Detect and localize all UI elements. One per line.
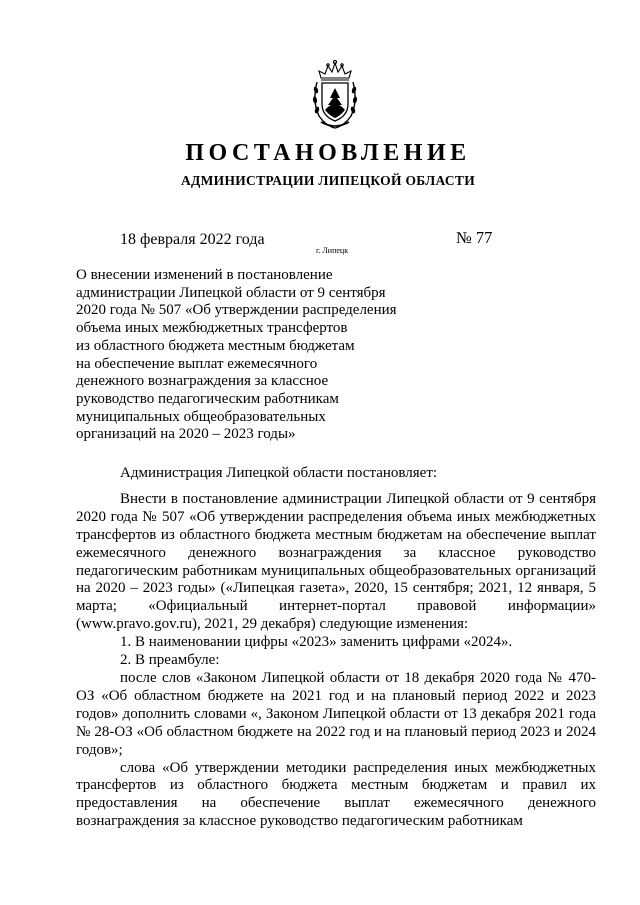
document-title: ПОСТАНОВЛЕНИЕ: [185, 140, 471, 166]
heading-line: 2020 года № 507 «Об утверждении распределения: [76, 302, 397, 319]
heading-line: организаций на 2020 – 2023 годы»: [76, 426, 296, 443]
document-heading: [76, 267, 426, 444]
lipetsk-coat-of-arms-icon: [309, 58, 361, 130]
body-paragraph: Внести в постановление администрации Липецкой области от 9 сентября 2020 года № 507 «Об утверждении распределения объема иных межбюджетных трансфертов из областного бюджета местным бюджетам на обеспечение выплат ежемесячного денежного вознаграждения за классное руководство педагогическим работникам муниципальных общеобразовательных организаций на 2020 – 2023 годы» («Липецкая газета», 2020, 15 сентября; 2021, 12 января, 5 марта; «Официальный интернет-портал правовой информации» (www.pravo.gov.ru), 2021, 29 декабря) следующие изменения:: [76, 490, 596, 633]
heading-line: руководство педагогическим работникам: [76, 390, 339, 407]
body-intro: Администрация Липецкой области постановляет:: [120, 465, 438, 481]
body-paragraph: 1. В наименовании цифры «2023» заменить цифрами «2024».: [120, 634, 513, 651]
heading-line: О внесении изменений в постановление: [76, 267, 333, 283]
body-paragraph: слова «Об утверждении методики распределения иных межбюджетных трансфертов из областного бюджета местным бюджетам и правил их предоставления на обеспечение выплат ежемесячного денежного вознаграждения за классное руководство педагогическим работникам: [76, 759, 596, 830]
document-date: 18 февраля 2022 года: [120, 231, 265, 248]
heading-line: объема иных межбюджетных трансфертов: [76, 320, 348, 337]
heading-line: на обеспечение выплат ежемесячного: [76, 355, 318, 372]
heading-line: администрации Липецкой области от 9 сентября: [76, 284, 386, 301]
issuing-authority: АДМИНИСТРАЦИИ ЛИПЕЦКОЙ ОБЛАСТИ: [180, 173, 476, 188]
document-body: [76, 465, 596, 831]
heading-line: из областного бюджета местным бюджетам: [76, 337, 355, 354]
document-number: № 77: [456, 228, 493, 247]
body-paragraph: 2. В преамбуле:: [120, 652, 220, 669]
body-paragraph: после слов «Законом Липецкой области от 18 декабря 2020 года № 470-ОЗ «Об областном бюджете на 2021 год и на плановый период 2022 и 2023 годов» дополнить словами «, Законом Липецкой области от 13 декабря 2021 года № 28-ОЗ «Об областном бюджете на 2022 год и на плановый период 2023 и 2024 годов»;: [76, 669, 596, 758]
heading-line: муниципальных общеобразовательных: [76, 408, 326, 425]
document-place: г. Липецк: [316, 246, 349, 255]
heading-line: денежного вознаграждения за классное: [76, 373, 329, 390]
